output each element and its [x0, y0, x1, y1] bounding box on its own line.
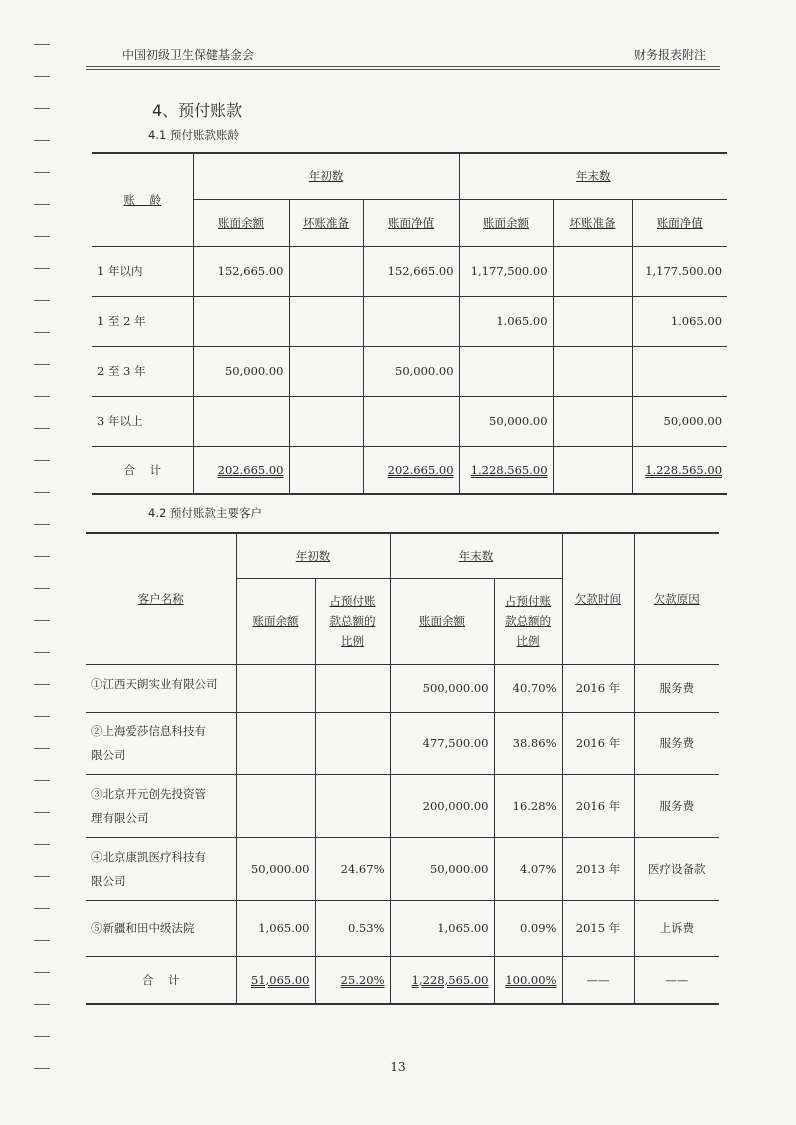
total-row: [86, 956, 719, 1004]
cell-value: [315, 774, 390, 837]
cell-value: 24.67%: [315, 837, 390, 900]
customer-name: ⑤新疆和田中级法院: [86, 900, 236, 956]
row-label: 3 年以上: [92, 396, 193, 446]
total-value: 1.228.565.00: [645, 462, 723, 477]
cell-value: [553, 296, 632, 346]
table-row: [86, 900, 719, 956]
ratio-header-line: 占预付账: [329, 594, 376, 608]
reason-col-header: 欠款原因: [634, 533, 719, 664]
cell-value: 152,665.00: [193, 246, 289, 296]
cell-reason: 服务费: [634, 664, 719, 712]
customer-table: [86, 532, 719, 1005]
cell-value: 500,000.00: [390, 664, 494, 712]
cell-reason: 服务费: [634, 774, 719, 837]
total-value: 1.228.565.00: [470, 462, 548, 477]
customer-name: ①江西天朗实业有限公司: [86, 664, 236, 712]
row-label: 1 至 2 年: [92, 296, 193, 346]
cell-value: 1,177.500.00: [632, 246, 727, 296]
binding-margin-marks: [34, 0, 50, 1125]
customer-col-header: 客户名称: [86, 533, 236, 664]
cell-value: 50,000.00: [363, 346, 459, 396]
cell-value: 1.065.00: [459, 296, 553, 346]
subcol-net-begin: 账面净值: [363, 199, 459, 246]
cell-value: 50,000.00: [632, 396, 727, 446]
total-value: 100.00%: [505, 972, 557, 987]
total-value: 202.665.00: [387, 462, 454, 477]
subcol-ratio-end: [494, 578, 562, 664]
total-label: 合 计: [86, 956, 236, 1004]
cell-time: 2016 年: [562, 712, 634, 774]
page-number: 13: [390, 1060, 406, 1074]
cell-value: 1,065.00: [390, 900, 494, 956]
subsection-title-customers: 4.2 预付账款主要客户: [148, 506, 262, 520]
table-row: [86, 664, 719, 712]
ratio-header-line: 比例: [516, 634, 540, 648]
cell-value: [289, 346, 363, 396]
subcol-balance-end: 账面余额: [459, 199, 553, 246]
cell-value: [363, 296, 459, 346]
subcol-net-end: 账面净值: [632, 199, 727, 246]
row-label: 1 年以内: [92, 246, 193, 296]
cell-value: [315, 712, 390, 774]
total-time: ——: [562, 956, 634, 1004]
cell-value: [289, 396, 363, 446]
cell-value: [553, 396, 632, 446]
cell-value: [553, 346, 632, 396]
group-header-begin: 年初数: [236, 533, 390, 578]
header-rule-2: [86, 69, 720, 70]
cell-value: [553, 246, 632, 296]
cell-value: 50,000.00: [193, 346, 289, 396]
ratio-header-line: 款总额的: [505, 614, 551, 628]
table-row: [92, 346, 727, 396]
cell-value: 50,000.00: [390, 837, 494, 900]
table-row: [92, 246, 727, 296]
cell-time: 2015 年: [562, 900, 634, 956]
table-row: [86, 774, 719, 837]
ratio-header-line: 款总额的: [329, 614, 376, 628]
cell-value: 0.09%: [494, 900, 562, 956]
cell-value: 477,500.00: [390, 712, 494, 774]
ratio-header-line: 占预付账: [505, 594, 551, 608]
total-reason: ——: [634, 956, 719, 1004]
header-doc-title: 财务报表附注: [633, 48, 706, 62]
table-row: [86, 837, 719, 900]
customer-name: ②上海爱莎信息科技有 限公司: [86, 712, 236, 774]
group-header-end: 年末数: [459, 153, 727, 199]
customer-name: ④北京康凯医疗科技有 限公司: [86, 837, 236, 900]
ratio-header-line: 比例: [341, 634, 364, 648]
aging-table: [92, 152, 727, 495]
table-row: [86, 712, 719, 774]
cell-value: 1,177,500.00: [459, 246, 553, 296]
cell-value: [363, 396, 459, 446]
header-rule: [86, 66, 720, 67]
total-value: 202.665.00: [217, 462, 284, 477]
subcol-balance-end: 账面余额: [390, 578, 494, 664]
section-title: 4、预付账款: [152, 101, 243, 120]
subcol-balance-begin: 账面余额: [193, 199, 289, 246]
group-header-end: 年末数: [390, 533, 562, 578]
subcol-balance-begin: 账面余额: [236, 578, 315, 664]
cell-time: 2016 年: [562, 774, 634, 837]
subcol-ratio-begin: [315, 578, 390, 664]
cell-value: [315, 664, 390, 712]
cell-value: 16.28%: [494, 774, 562, 837]
cell-value: 38.86%: [494, 712, 562, 774]
customer-name: ③北京开元创先投资管 理有限公司: [86, 774, 236, 837]
cell-reason: 医疗设备款: [634, 837, 719, 900]
cell-reason: 服务费: [634, 712, 719, 774]
total-label: 合 计: [92, 446, 193, 494]
cell-value: [236, 774, 315, 837]
cell-value: 40.70%: [494, 664, 562, 712]
cell-value: 4.07%: [494, 837, 562, 900]
subsection-title-aging: 4.1 预付账款账龄: [148, 128, 239, 142]
cell-value: [459, 346, 553, 396]
cell-time: 2013 年: [562, 837, 634, 900]
table-row: [92, 396, 727, 446]
cell-value: [193, 396, 289, 446]
header-org-name: 中国初级卫生保健基金会: [122, 48, 255, 62]
subcol-provision-begin: 坏账准备: [289, 199, 363, 246]
cell-value: [632, 346, 727, 396]
table-row: [92, 296, 727, 346]
cell-value: 200,000.00: [390, 774, 494, 837]
cell-value: [289, 246, 363, 296]
cell-value: 50,000.00: [459, 396, 553, 446]
cell-value: [289, 296, 363, 346]
cell-value: [236, 664, 315, 712]
total-value: 25.20%: [340, 972, 385, 987]
aging-col-header: 账 龄: [92, 153, 193, 246]
total-value: 1,228,565.00: [411, 972, 489, 987]
cell-value: 1,065.00: [236, 900, 315, 956]
cell-value: [236, 712, 315, 774]
cell-value: [193, 296, 289, 346]
row-label: 2 至 3 年: [92, 346, 193, 396]
cell-value: 50,000.00: [236, 837, 315, 900]
cell-value: 152,665.00: [363, 246, 459, 296]
total-row: [92, 446, 727, 494]
total-value: 51,065.00: [250, 972, 310, 987]
group-header-begin: 年初数: [193, 153, 459, 199]
cell-value: 0.53%: [315, 900, 390, 956]
cell-time: 2016 年: [562, 664, 634, 712]
time-col-header: 欠款时间: [562, 533, 634, 664]
cell-reason: 上诉费: [634, 900, 719, 956]
cell-value: 1.065.00: [632, 296, 727, 346]
subcol-provision-end: 坏账准备: [553, 199, 632, 246]
